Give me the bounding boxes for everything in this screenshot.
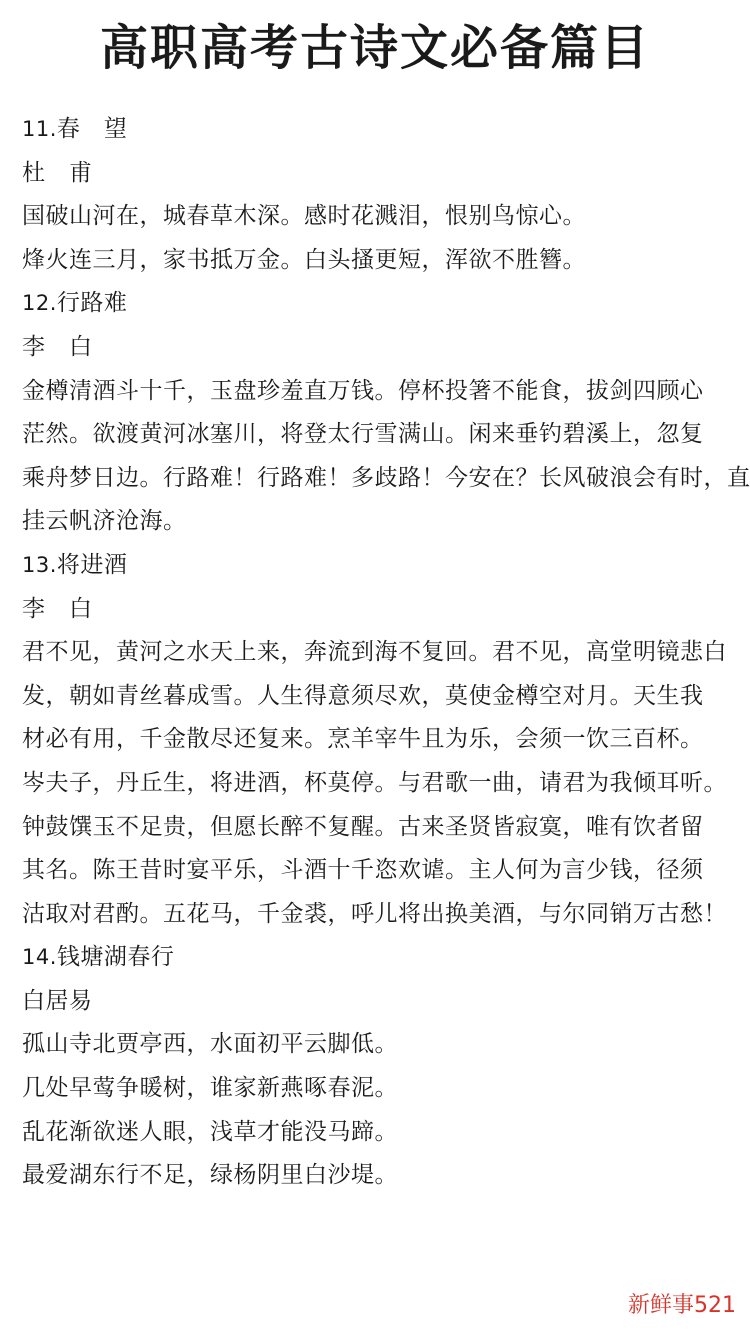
- page-title: 高职高考古诗文必备篇目: [99, 20, 650, 76]
- poem-line: 乘舟梦日边。行路难！行路难！多歧路！今安在？长风破浪会有时，直: [22, 464, 750, 491]
- poem-list: [22, 108, 750, 1198]
- poem-heading: [22, 282, 734, 326]
- poem-line: 其名。陈王昔时宴平乐，斗酒十千恣欢谑。主人何为言少钱，径须: [22, 857, 704, 884]
- poem-12: [22, 282, 750, 544]
- poem-heading: [22, 108, 734, 152]
- poem-line: 岑夫子，丹丘生，将进酒，杯莫停。与君歌一曲，请君为我倾耳听。: [22, 769, 727, 796]
- poem-line: 钟鼓馔玉不足贵，但愿长醉不复醒。古来圣贤皆寂寞，唯有饮者留: [22, 813, 704, 840]
- poem-number: 14.: [22, 945, 57, 970]
- poem-line: 国破山河在，城春草木深。感时花溅泪，恨别鸟惊心。: [22, 203, 586, 230]
- poem-11: [22, 108, 734, 282]
- watermark: 新鲜事521: [628, 1293, 736, 1318]
- poem-author: 杜 甫: [22, 159, 93, 186]
- poem-number: 13.: [22, 552, 57, 577]
- poem-author: 李 白: [22, 595, 93, 622]
- poem-title: 春 望: [56, 116, 128, 142]
- poem-title: 将进酒: [56, 551, 128, 578]
- poem-13: [22, 544, 734, 936]
- poem-line: 发，朝如青丝暮成雪。人生得意须尽欢，莫使金樽空对月。天生我: [22, 682, 704, 709]
- poem-line: 君不见，黄河之水天上来，奔流到海不复回。君不见，高堂明镜悲白: [22, 639, 727, 666]
- poem-line: 孤山寺北贾亭西，水面初平云脚低。: [22, 1031, 398, 1058]
- poem-line: 沽取对君酌。五花马，千金裘，呼儿将出换美酒，与尔同销万古愁！: [22, 900, 727, 927]
- poem-number: 12.: [22, 291, 57, 316]
- poem-heading: [22, 936, 734, 980]
- poem-author: 白居易: [22, 987, 93, 1014]
- poem-line: 茫然。欲渡黄河冰塞川，将登太行雪满山。闲来垂钓碧溪上，忽复: [22, 421, 704, 448]
- poem-line: 乱花渐欲迷人眼，浅草才能没马蹄。: [22, 1118, 398, 1145]
- poem-author: 李 白: [22, 333, 93, 360]
- poem-line: 几处早莺争暖树，谁家新燕啄春泥。: [22, 1075, 398, 1102]
- poem-line: 材必有用，千金散尽还复来。烹羊宰牛且为乐，会须一饮三百杯。: [22, 726, 704, 753]
- poem-line: 最爱湖东行不足，绿杨阴里白沙堤。: [22, 1162, 398, 1189]
- poem-title: 钱塘湖春行: [56, 944, 175, 971]
- poem-title: 行路难: [56, 290, 128, 317]
- poem-line: 金樽清酒斗十千，玉盘珍羞直万钱。停杯投箸不能食，拔剑四顾心: [22, 377, 704, 404]
- poem-line: 挂云帆济沧海。: [22, 508, 187, 535]
- poem-14: [22, 936, 734, 1198]
- poem-number: 11.: [22, 117, 57, 141]
- poem-line: 烽火连三月，家书抵万金。白头搔更短，浑欲不胜簪。: [22, 246, 586, 273]
- poem-heading: [22, 544, 734, 588]
